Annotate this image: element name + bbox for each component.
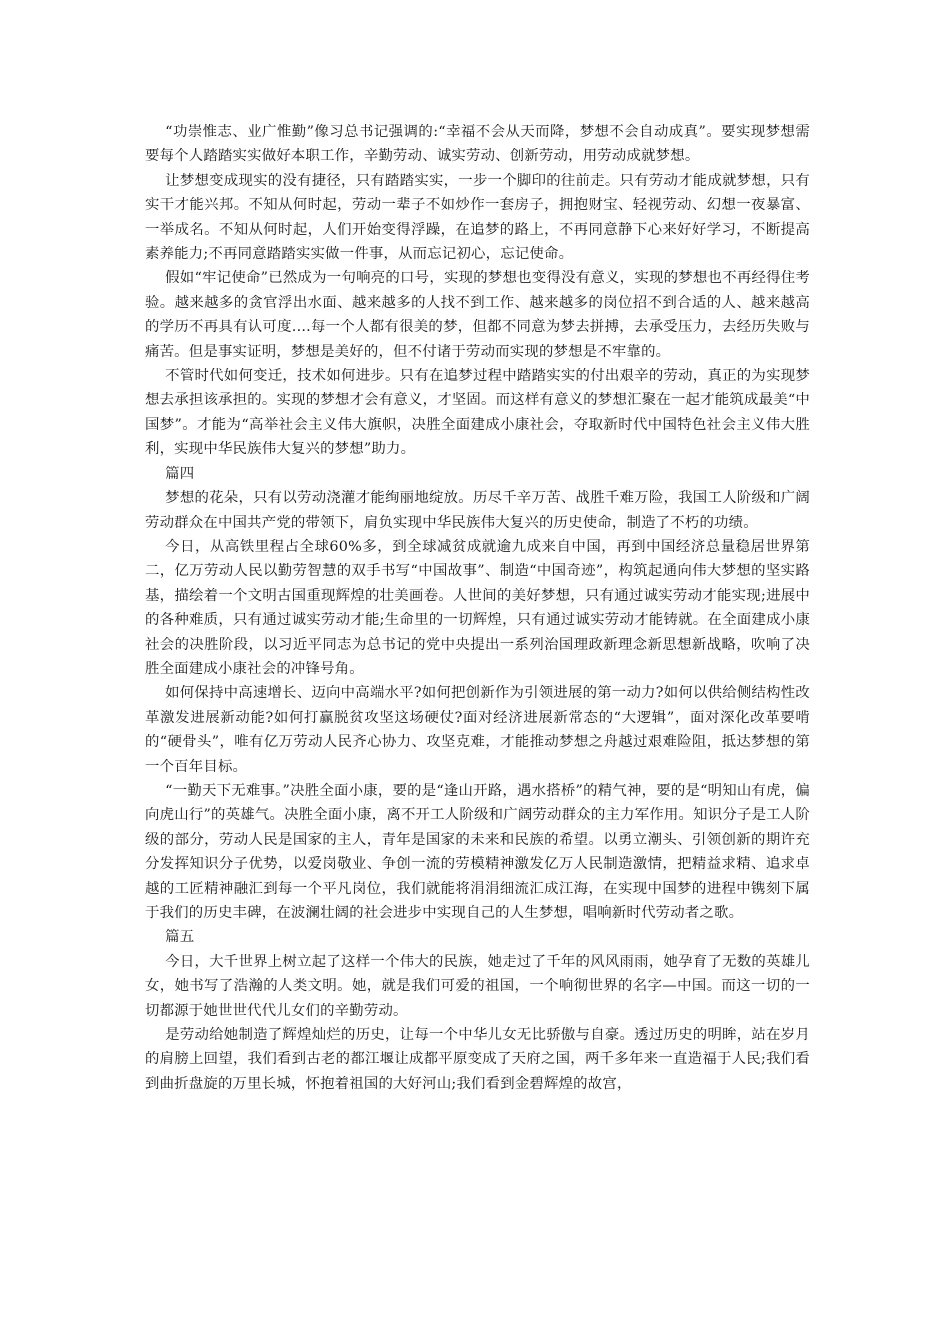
paragraph: “功崇惟志、业广惟勤”像习总书记强调的:“幸福不会从天而降，梦想不会自动成真”。要实现梦想需要每个人踏踏实实做好本职工作，辛勤劳动、诚实劳动、创新劳动，用劳动成就梦想。 [145,124,810,165]
section-heading: 篇五 [165,929,195,946]
paragraph: 今日，从高铁里程占全球60%多，到全球减贫成就逾九成来自中国，再到中国经济总量稳居世界第二，亿万劳动人民以勤劳智慧的双手书写“中国故事”、制造“中国奇迹”，构筑起通向伟大梦想的坚实路基，描绘着一个文明古国重现辉煌的壮美画卷。人世间的美好梦想，只有通过诚实劳动才能实现;进展中的各种难质，只有通过诚实劳动才能;生命里的一切辉煌，只有通过诚实劳动才能铸就。在全面建成小康社会的决胜阶段，以习近平同志为总书记的党中央提出一系列治国理政新理念新思想新战略，吹响了决胜全面建成小康社会的冲锋号角。 [145,538,810,677]
paragraph: 假如“牢记使命”已然成为一句响亮的口号，实现的梦想也变得没有意义，实现的梦想也不再经得住考验。越来越多的贪官浮出水面、越来越多的人找不到工作、越来越多的岗位招不到合适的人、越来越高的学历不再具有认可度....每一个人都有很美的梦，但都不同意为梦去拼搏，去承受压力，去经历失败与痛苦。但是事实证明，梦想是美好的，但不付诸于劳动而实现的梦想是不牢靠的。 [145,270,810,360]
paragraph: 今日，大千世界上树立起了这样一个伟大的民族，她走过了千年的风风雨雨，她孕育了无数的英雄儿女，她书写了浩瀚的人类文明。她，就是我们可爱的祖国，一个响彻世界的名字—中国。而这一切的一切都源于她世世代代儿女们的辛勤劳动。 [145,953,810,1019]
paragraph: 不管时代如何变迁，技术如何进步。只有在追梦过程中踏踏实实的付出艰辛的劳动，真正的为实现梦想去承担该承担的。实现的梦想才会有意义，才坚固。而这样有意义的梦想汇聚在一起才能筑成最美“中国梦”。才能为“高举社会主义伟大旗帜，决胜全面建成小康社会，夺取新时代中国特色社会主义伟大胜利，实现中华民族伟大复兴的梦想”助力。 [145,368,810,458]
paragraph: 让梦想变成现实的没有捷径，只有踏踏实实，一步一个脚印的往前走。只有劳动才能成就梦想，只有实干才能兴邦。不知从何时起，劳动一辈子不如炒作一套房子，拥抱财宝、轻视劳动、幻想一夜暴富、一举成名。不知从何时起，人们开始变得浮躁，在追梦的路上，不再同意静下心来好好学习，不断提高素养能力;不再同意踏踏实实做一件事，从而忘记初心，忘记使命。 [145,172,810,263]
paragraph: 是劳动给她制造了辉煌灿烂的历史，让每一个中华儿女无比骄傲与自豪。透过历史的明眸，站在岁月的肩膀上回望，我们看到古老的都江堰让成都平原变成了天府之国，两千多年来一直造福于人民;我们看到曲折盘旋的万里长城，怀抱着祖国的大好河山;我们看到金碧辉煌的故宫， [145,1027,810,1092]
section-heading: 篇四 [165,465,195,482]
document-body [145,120,810,1096]
paragraph: “一勤天下无难事。”决胜全面小康，要的是“逢山开路，遇水搭桥”的精气神，要的是“明知山有虎，偏向虎山行”的英雄气。决胜全面小康，离不开工人阶级和广阔劳动群众的主力军作用。知识分子是工人阶级的部分，劳动人民是国家的主人，青年是国家的未来和民族的希望。以勇立潮头、引领创新的期许充分发挥知识分子优势，以爱岗敬业、争创一流的劳模精神激发亿万人民制造激情，把精益求精、追求卓越的工匠精神融汇到每一个平凡岗位，我们就能将涓涓细流汇成江海，在实现中国梦的进程中镌刻下属于我们的历史丰碑，在波澜壮阔的社会进步中实现自己的人生梦想，唱响新时代劳动者之歌。 [145,782,810,921]
paragraph: 如何保持中高速增长、迈向中高端水平?如何把创新作为引领进展的第一动力?如何以供给侧结构性改革激发进展新动能?如何打赢脱贫攻坚这场硬仗?面对经济进展新常态的“大逻辑”，面对深化改革要啃的“硬骨头”，唯有亿万劳动人民齐心协力、攻坚克难，才能推动梦想之舟越过艰难险阻，抵达梦想的第一个百年目标。 [145,685,810,775]
paragraph: 梦想的花朵，只有以劳动浇灌才能绚丽地绽放。历尽千辛万苦、战胜千难万险，我国工人阶级和广阔劳动群众在中国共产党的带领下，肩负实现中华民族伟大复兴的历史使命，制造了不朽的功绩。 [145,490,810,531]
